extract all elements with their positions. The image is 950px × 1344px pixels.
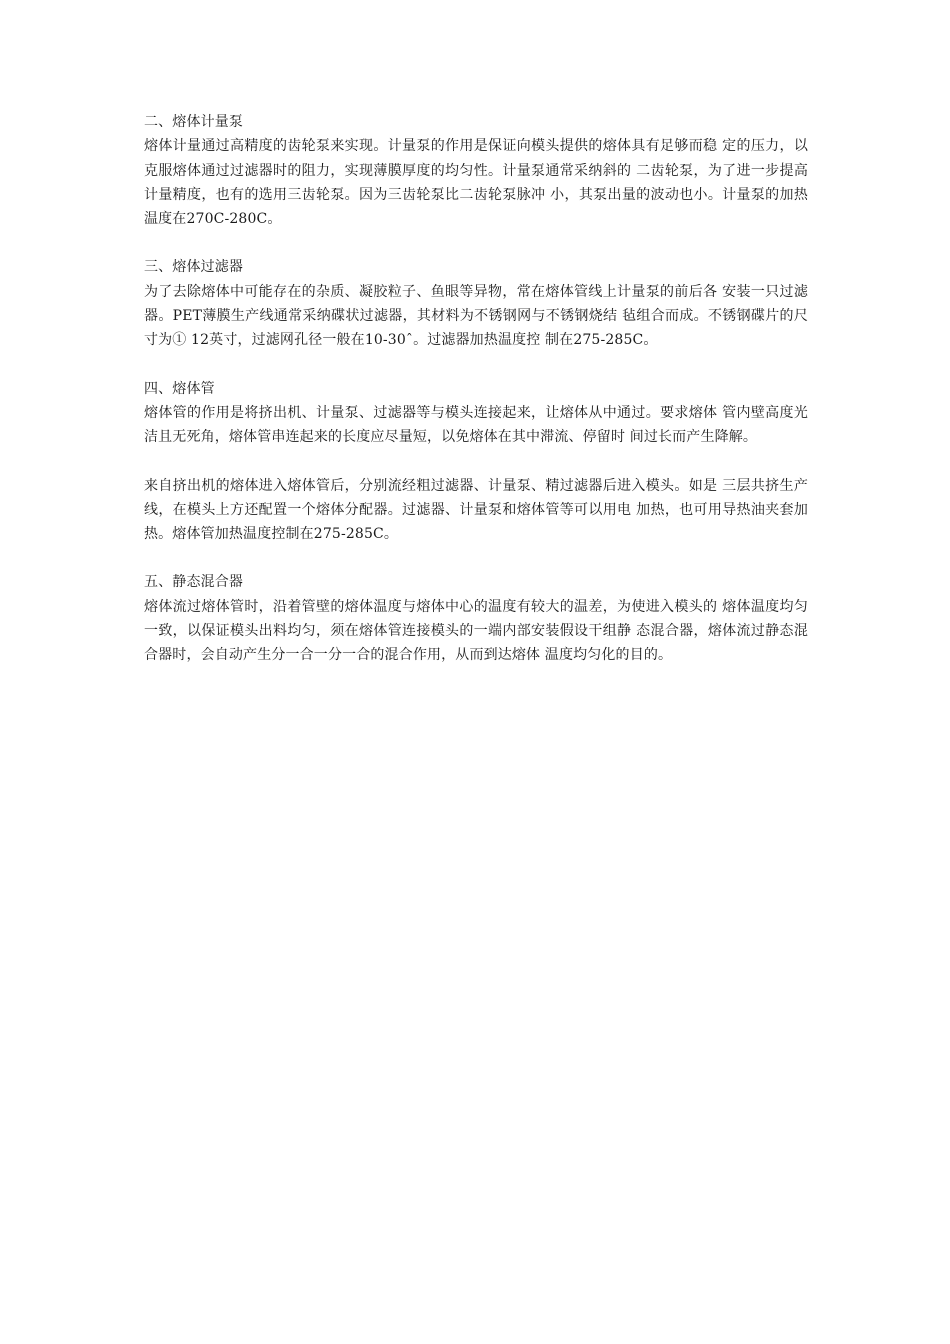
section-paragraph: 为了去除熔体中可能存在的杂质、凝胶粒子、鱼眼等异物，常在熔体管线上计量泵的前后各 安装一只过滤器。PET薄膜生产线通常采纳碟状过滤器，其材料为不锈钢网与不锈钢烧结 毡组合而成。不锈钢碟片的尺寸为① 12英寸，过滤网孔径一般在10-30ˆ。过滤器加热温度控 制在275-285C。 xyxy=(144,283,808,349)
section-melt-filter xyxy=(144,255,808,352)
section-metering-pump xyxy=(144,110,808,231)
section-heading: 五、静态混合器 xyxy=(144,574,244,591)
section-heading: 四、熔体管 xyxy=(144,380,215,397)
section-paragraph: 熔体管的作用是将挤出机、计量泵、过滤器等与模头连接起来，让熔体从中通过。要求熔体 管内壁高度光洁且无死角，熔体管串连起来的长度应尽量短，以免熔体在其中滞流、停留时 间过长而产生降解。 xyxy=(144,404,808,446)
section-paragraph: 熔体计量通过高精度的齿轮泵来实现。计量泵的作用是保证向模头提供的熔体具有足够而稳 定的压力，以克服熔体通过过滤器时的阻力，实现薄膜厚度的均匀性。计量泵通常采纳斜的 二齿轮泵，为了进一步提高计量精度，也有的选用三齿轮泵。因为三齿轮泵比二齿轮泵脉冲 小，其泵出量的波动也小。计量泵的加热温度在270C-280C。 xyxy=(144,138,808,228)
section-static-mixer xyxy=(144,570,808,667)
section-heading: 二、熔体计量泵 xyxy=(144,114,244,130)
section-paragraph: 来自挤出机的熔体进入熔体管后，分别流经粗过滤器、计量泵、精过滤器后进入模头。如是 三层共挤生产线，在模头上方还配置一个熔体分配器。过滤器、计量泵和熔体管等可以用电 加热，也可用导热油夹套加热。熔体管加热温度控制在275-285C。 xyxy=(144,477,808,543)
section-melt-pipe xyxy=(144,377,808,547)
section-paragraph: 熔体流过熔体管时，沿着管壁的熔体温度与熔体中心的温度有较大的温差，为使进入模头的 熔体温度均匀一致，以保证模头出料均匀，须在熔体管连接模头的一端内部安装假设干组静 态混合器，熔体流过静态混合器时，会自动产生分一合一分一合的混合作用，从而到达熔体 温度均匀化的目的。 xyxy=(144,598,808,664)
document-body xyxy=(144,110,808,692)
section-heading: 三、熔体过滤器 xyxy=(144,259,244,276)
